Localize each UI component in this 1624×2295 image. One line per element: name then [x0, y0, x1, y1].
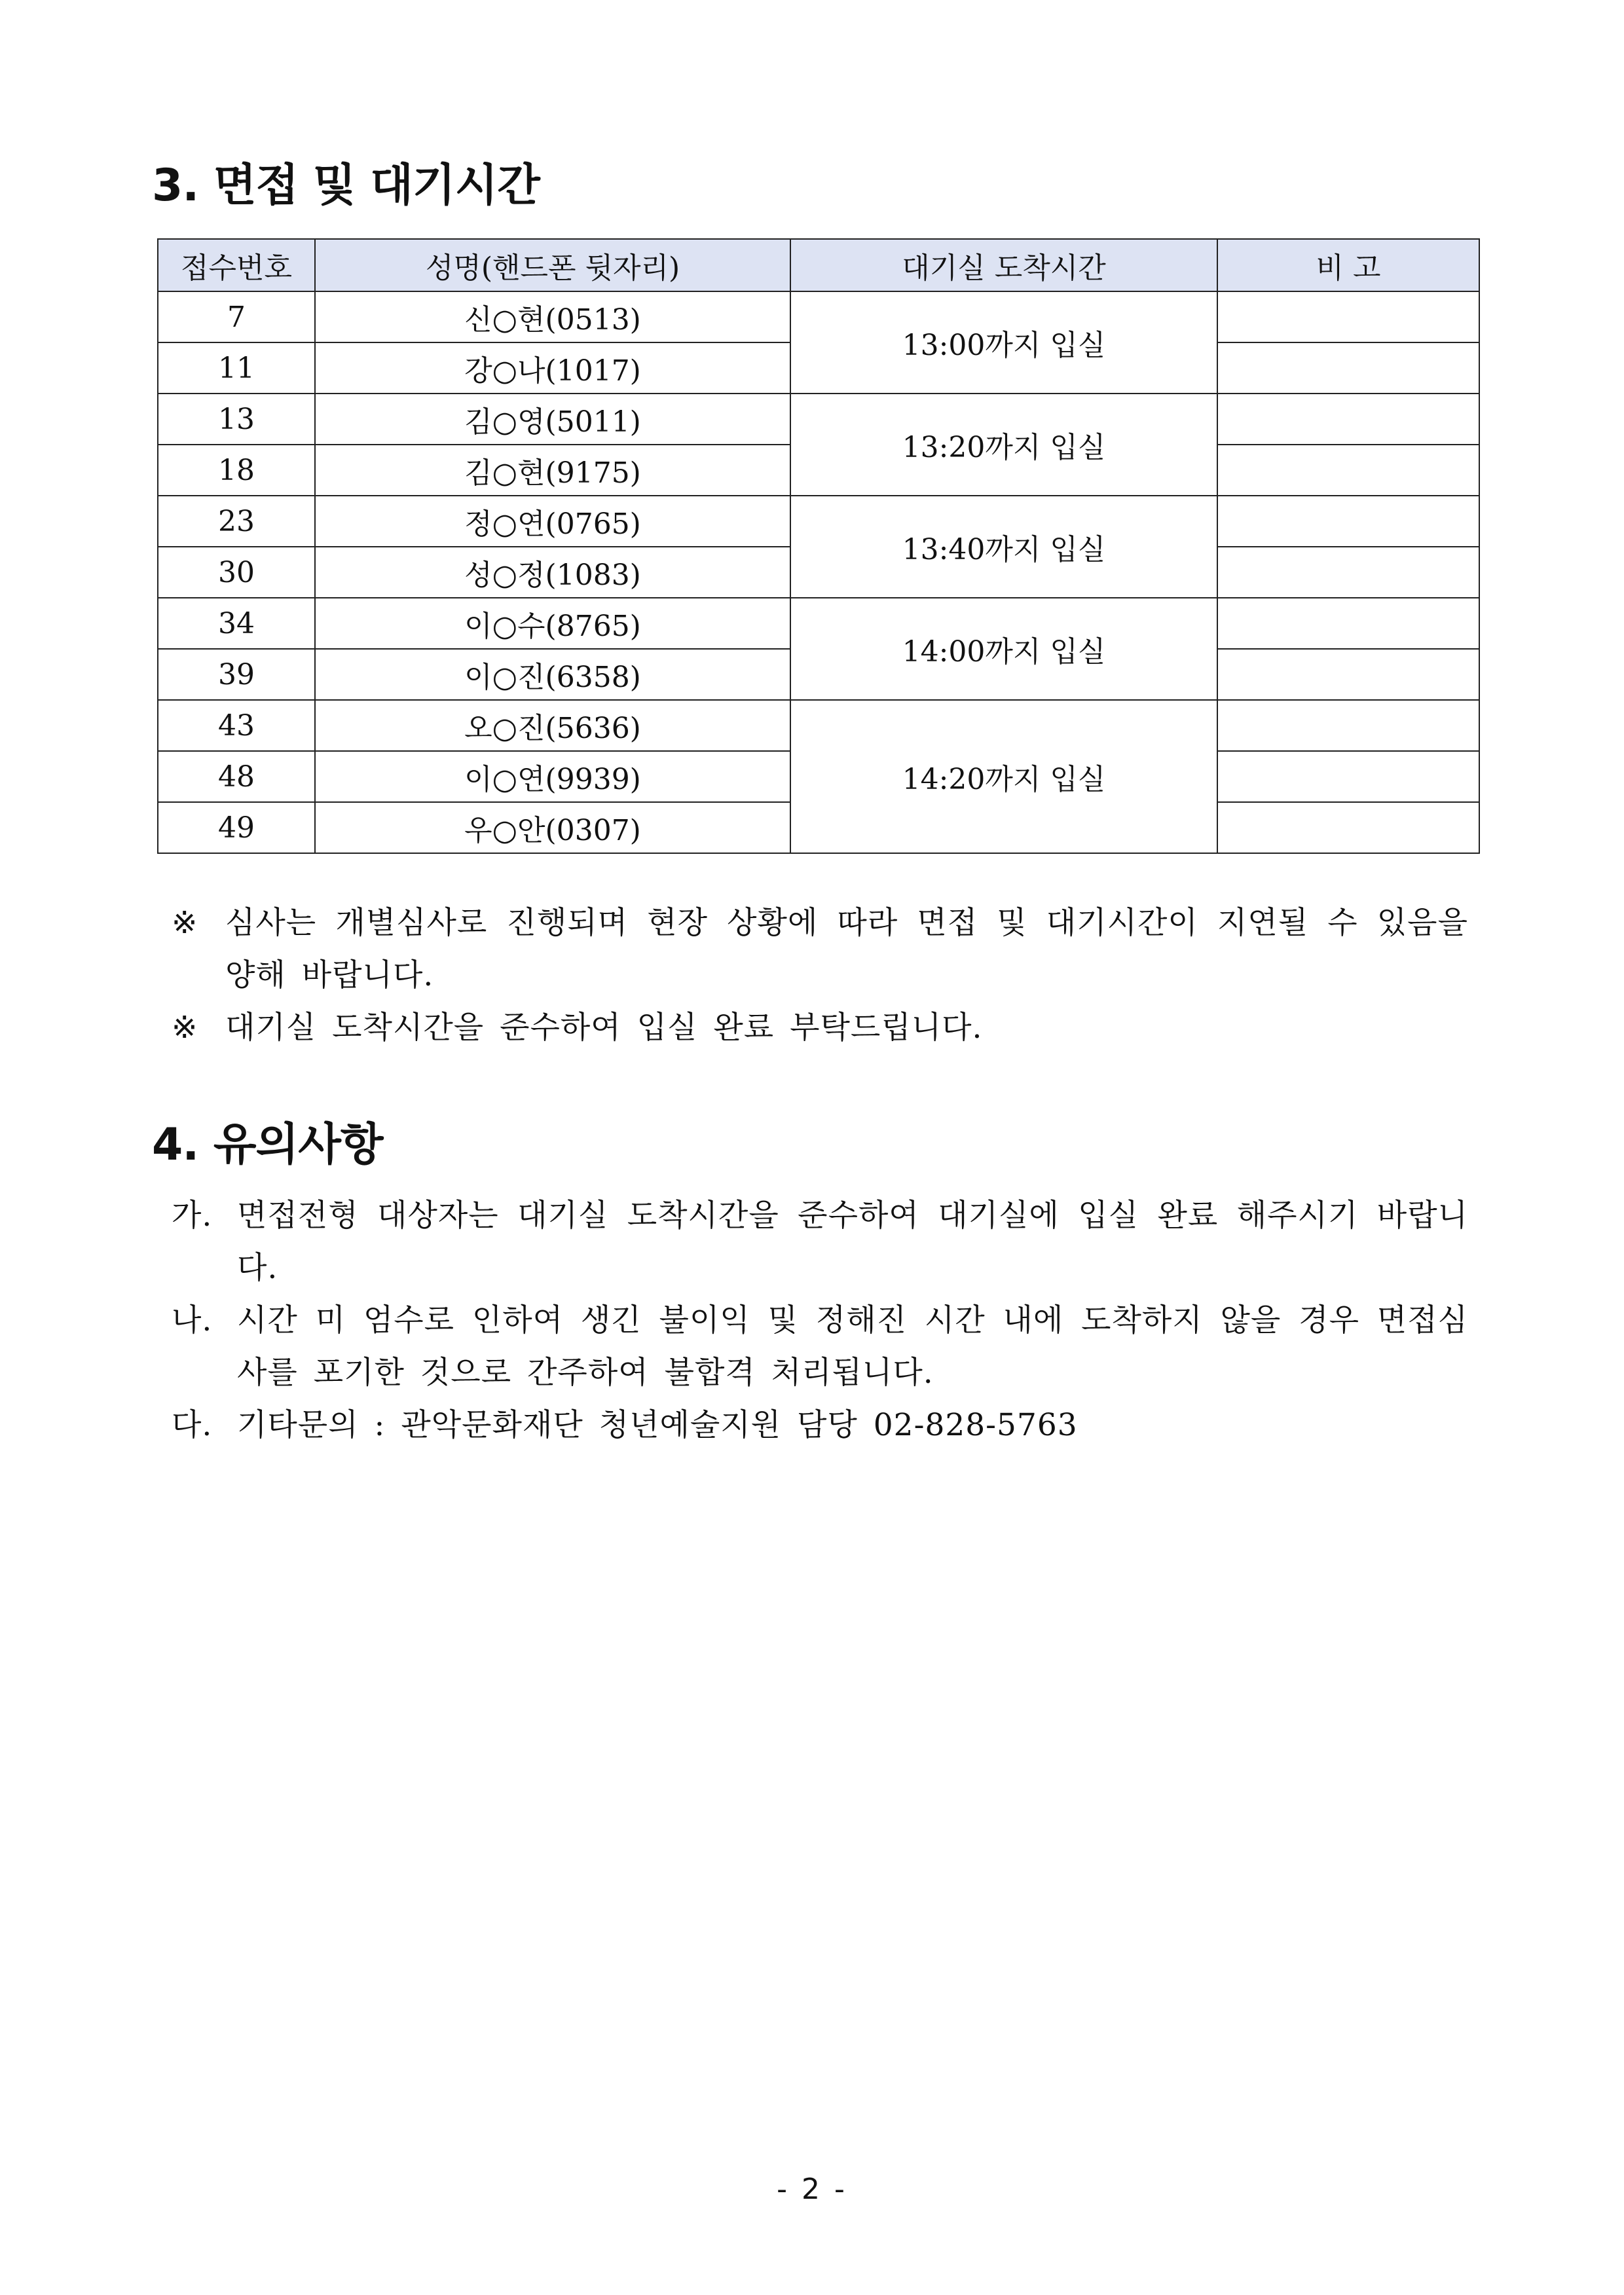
remarks-cell [1217, 342, 1479, 394]
remarks-cell [1217, 394, 1479, 445]
applicant-name-cell: 강○나(1017) [315, 342, 790, 394]
applicant-name-cell: 오○진(5636) [315, 700, 790, 751]
remarks-cell [1217, 649, 1479, 700]
remarks-cell [1217, 751, 1479, 802]
header-remarks: 비 고 [1217, 239, 1479, 291]
list-item-text: 시간 미 엄수로 인하여 생긴 불이익 및 정해진 시간 내에 도착하지 않을 경우 면접심사를 포기한 것으로 간주하여 불합격 처리됩니다. [237, 1302, 1468, 1391]
list-marker: 가. [172, 1198, 213, 1234]
list-marker: 나. [172, 1302, 213, 1338]
receipt-number-cell: 13 [158, 394, 315, 445]
arrival-time-cell: 13:20까지 입실 [790, 394, 1217, 496]
receipt-number-cell: 18 [158, 445, 315, 496]
table-row [158, 496, 1479, 547]
header-arrival-time: 대기실 도착시간 [790, 239, 1217, 291]
precautions-list [172, 1190, 1468, 1452]
remarks-cell [1217, 802, 1479, 853]
note-text: 심사는 개별심사로 진행되며 현장 상황에 따라 면접 및 대기시간이 지연될 수 있음을 양해 바랍니다. [225, 905, 1468, 993]
receipt-number-cell: 7 [158, 291, 315, 342]
applicant-name-cell: 우○안(0307) [315, 802, 790, 853]
list-item [172, 1294, 1468, 1399]
receipt-number-cell: 34 [158, 598, 315, 649]
section-title-precautions: 4. 유의사항 [152, 1119, 383, 1171]
section-title-interview-schedule: 3. 면접 및 대기시간 [152, 160, 540, 211]
applicant-name-cell: 성○정(1083) [315, 547, 790, 598]
arrival-time-cell: 13:40까지 입실 [790, 496, 1217, 598]
arrival-time-cell: 14:00까지 입실 [790, 598, 1217, 700]
applicant-name-cell: 김○현(9175) [315, 445, 790, 496]
header-name: 성명(핸드폰 뒷자리) [315, 239, 790, 291]
list-item-text: 면접전형 대상자는 대기실 도착시간을 준수하여 대기실에 입실 완료 해주시기 바랍니다. [237, 1198, 1468, 1286]
applicant-name-cell: 정○연(0765) [315, 496, 790, 547]
schedule-notes [172, 897, 1468, 1054]
applicant-name-cell: 김○영(5011) [315, 394, 790, 445]
table-row [158, 700, 1479, 751]
page-number: - 2 - [777, 2173, 847, 2206]
list-marker: 다. [172, 1407, 213, 1443]
receipt-number-cell: 49 [158, 802, 315, 853]
applicant-name-cell: 이○진(6358) [315, 649, 790, 700]
interview-schedule-table [157, 238, 1480, 854]
receipt-number-cell: 43 [158, 700, 315, 751]
arrival-time-cell: 14:20까지 입실 [790, 700, 1217, 853]
receipt-number-cell: 30 [158, 547, 315, 598]
receipt-number-cell: 11 [158, 342, 315, 394]
remarks-cell [1217, 547, 1479, 598]
receipt-number-cell: 39 [158, 649, 315, 700]
table-header-row [158, 239, 1479, 291]
note-item [172, 897, 1468, 1002]
remarks-cell [1217, 598, 1479, 649]
list-item [172, 1190, 1468, 1294]
remarks-cell [1217, 700, 1479, 751]
contact-info: 기타문의 : 관악문화재단 청년예술지원 담당 02-828-5763 [237, 1407, 1078, 1443]
arrival-time-cell: 13:00까지 입실 [790, 291, 1217, 394]
reference-mark: ※ [172, 1010, 198, 1046]
table-row [158, 394, 1479, 445]
note-item [172, 1002, 1468, 1054]
table-row [158, 598, 1479, 649]
remarks-cell [1217, 291, 1479, 342]
receipt-number-cell: 48 [158, 751, 315, 802]
remarks-cell [1217, 496, 1479, 547]
applicant-name-cell: 이○연(9939) [315, 751, 790, 802]
note-text: 대기실 도착시간을 준수하여 입실 완료 부탁드립니다. [225, 1010, 983, 1046]
list-item [172, 1399, 1468, 1452]
reference-mark: ※ [172, 905, 198, 941]
applicant-name-cell: 이○수(8765) [315, 598, 790, 649]
receipt-number-cell: 23 [158, 496, 315, 547]
applicant-name-cell: 신○현(0513) [315, 291, 790, 342]
remarks-cell [1217, 445, 1479, 496]
header-receipt-number: 접수번호 [158, 239, 315, 291]
table-row [158, 291, 1479, 342]
